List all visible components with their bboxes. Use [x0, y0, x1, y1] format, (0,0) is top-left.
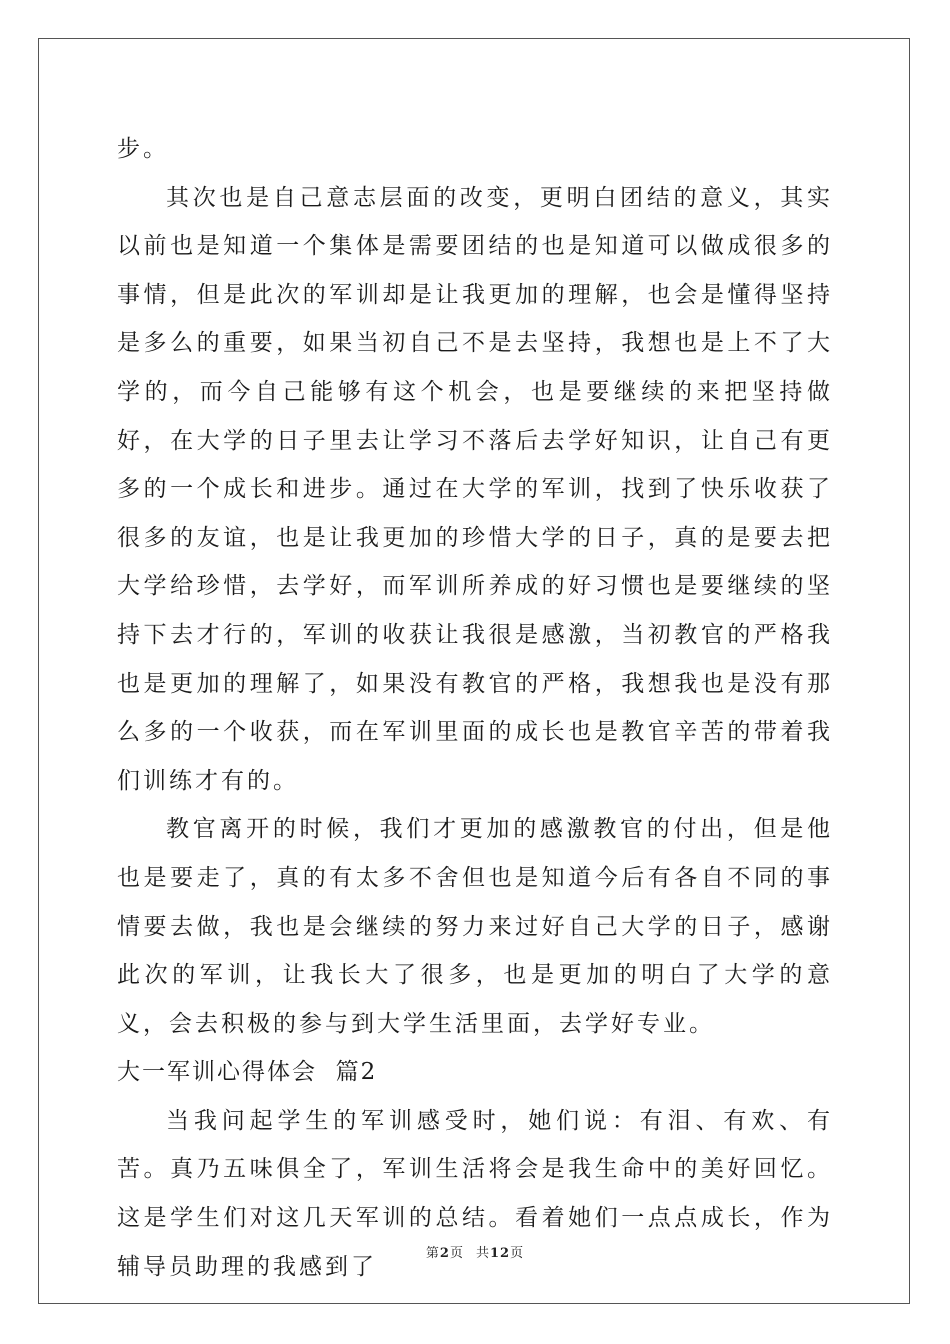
total-prefix: 共	[475, 1246, 490, 1261]
page-number: 2	[439, 1246, 450, 1261]
paragraph-continuation: 步。	[117, 136, 169, 162]
total-pages: 12	[489, 1246, 511, 1261]
page-footer	[0, 1242, 950, 1261]
paragraph: 其次也是自己意志层面的改变，更明白团结的意义，其实以前也是知道一个集体是需要团结的也是知道可以做成很多的事情，但是此次的军训却是让我更加的理解，也会是懂得坚持是多么的重要，如果当初自己不是去坚持，我想也是上不了大学的，而今自己能够有这个机会，也是要继续的来把坚持做好，在大学的日子里去让学习不落后去学好知识，让自己有更多的一个成长和进步。通过在大学的军训，找到了快乐收获了很多的友谊，也是让我更加的珍惜大学的日子，真的是要去把大学给珍惜，去学好，而军训所养成的好习惯也是要继续的坚持下去才行的，军训的收获让我很是感激，当初教官的严格我也是更加的理解了，如果没有教官的严格，我想我也是没有那么多的一个收获，而在军训里面的成长也是教官辛苦的带着我们训练才有的。	[117, 184, 833, 794]
page-prefix: 第	[425, 1246, 440, 1261]
total-suffix: 页	[510, 1246, 525, 1261]
paragraph: 当我问起学生的军训感受时，她们说：有泪、有欢、有苦。真乃五味俱全了，军训生活将会是我生命中的美好回忆。这是学生们对这几天军训的总结。看着她们一点点成长，作为辅导员助理的我感到了	[117, 1107, 833, 1280]
paragraph: 教官离开的时候，我们才更加的感激教官的付出，但是他也是要走了，真的有太多不舍但也是知道今后有各自不同的事情要去做，我也是会继续的努力来过好自己大学的日子，感谢此次的军训，让我长大了很多，也是更加的明白了大学的意义，会去积极的参与到大学生活里面，去学好专业。	[117, 816, 833, 1037]
page-suffix: 页	[449, 1246, 464, 1261]
document-body	[117, 125, 833, 1291]
section-heading: 大一军训心得体会 篇2	[117, 1059, 378, 1086]
